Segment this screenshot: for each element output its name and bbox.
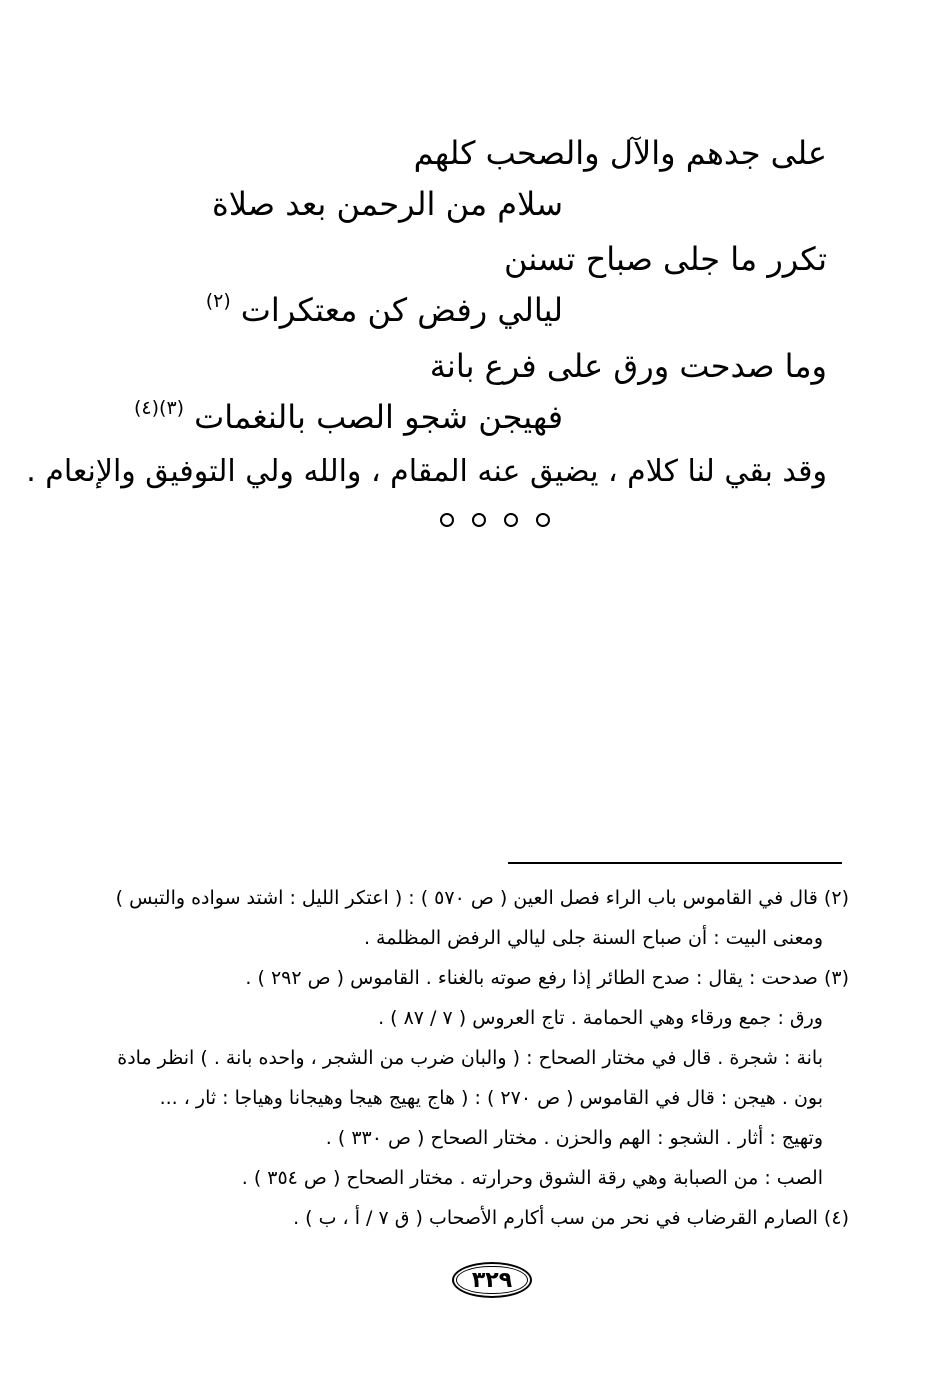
footnote-marker[interactable]: (٢) [205, 290, 231, 312]
footnote-marker[interactable]: (٣)(٤) [133, 397, 185, 419]
footnote-3-cont: وتهيج : أثار . الشجو : الهم والحزن . مختار الصحاح ( ص ٣٣٠ ) . [325, 1127, 823, 1149]
poem-line-text: سلام من الرحمن بعد صلاة [211, 185, 563, 223]
footnote-3: (٣) صدحت : يقال : صدح الطائر إذا رفع صوته بالغناء . القاموس ( ص ٢٩٢ ) . [245, 967, 849, 989]
poem-line-5 [430, 346, 827, 386]
ornament-circle-icon [536, 513, 550, 527]
ornament-circle-icon [472, 513, 486, 527]
poem-line-text: فهيجن شجو الصب بالنغمات [194, 398, 563, 436]
footnote-2-cont: ومعنى البيت : أن صباح السنة جلى ليالي الرفض المظلمة . [363, 927, 823, 949]
footnote-3-cont: بون . هيجن : قال في القاموس ( ص ٢٧٠ ) : ( هاج يهيج هيجا وهيجانا وهياجا : ثار ، ... [159, 1087, 823, 1109]
ornament-circle-icon [440, 513, 454, 527]
section-ornament [440, 510, 550, 530]
footnote-3-cont: بانة : شجرة . قال في مختار الصحاح : ( والبان ضرب من الشجر ، واحده بانة . ) انظر مادة [117, 1047, 823, 1069]
poem-line-1 [414, 133, 827, 173]
ornament-circle-icon [504, 513, 518, 527]
footnote-4: (٤) الصارم القرضاب في نحر من سب أكارم الأصحاب ( ق ٧ / أ ، ب ) . [293, 1207, 849, 1229]
poem-line-3 [504, 239, 827, 279]
closing-paragraph: وقد بقي لنا كلام ، يضيق عنه المقام ، والله ولي التوفيق والإنعام . [26, 454, 827, 489]
footnote-separator [508, 862, 842, 864]
footnote-3-cont: ورق : جمع ورقاء وهي الحمامة . تاج العروس ( ٧ / ٨٧ ) . [378, 1007, 823, 1029]
poem-line-2 [212, 184, 563, 224]
footnote-2: (٢) قال في القاموس باب الراء فصل العين ( ص ٥٧٠ ) : ( اعتكر الليل : اشتد سواده والتبس ) [115, 887, 849, 909]
page-number [452, 1262, 532, 1298]
poem-line-text: ليالي رفض كن معتكرات [240, 291, 563, 329]
poem-line-4 [206, 290, 563, 335]
poem-line-text: على جدهم والآل والصحب كلهم [413, 134, 827, 172]
poem-line-text: وما صدحت ورق على فرع بانة [429, 347, 827, 385]
poem-line-6 [134, 397, 563, 442]
footnote-3-cont: الصب : من الصبابة وهي رقة الشوق وحرارته . مختار الصحاح ( ص ٣٥٤ ) . [241, 1167, 823, 1189]
page-number-text: ٣٢٩ [471, 1267, 513, 1293]
poem-line-text: تكرر ما جلى صباح تسنن [503, 240, 827, 278]
